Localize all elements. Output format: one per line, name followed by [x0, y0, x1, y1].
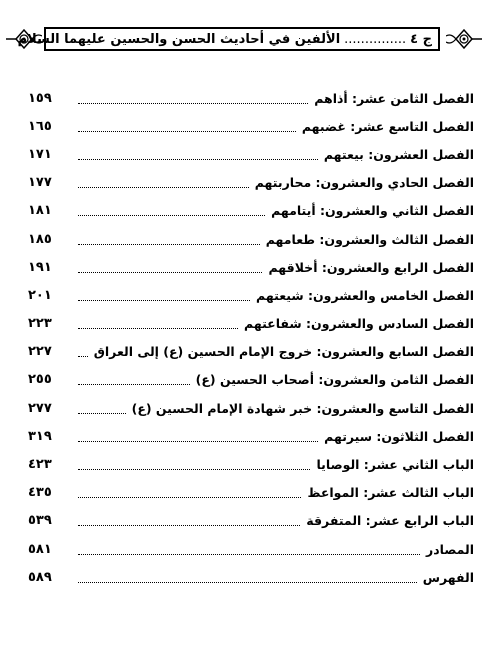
dot-leader — [78, 131, 296, 132]
toc-entry-page: ١٧٧ — [28, 175, 52, 191]
header-dots: ............... — [344, 32, 407, 47]
toc-entry[interactable] — [28, 422, 474, 450]
toc-entry-title: الباب الثالث عشر: المواعظ — [307, 485, 474, 501]
toc-entry-page: ١٧١ — [28, 146, 52, 162]
toc-entry[interactable] — [28, 479, 474, 507]
toc-entry-title: الفصل الثلاثون: سيرتهم — [324, 428, 474, 444]
dot-leader — [78, 384, 190, 385]
toc-entry-title: المصادر — [426, 541, 474, 557]
table-of-contents — [28, 84, 474, 591]
dot-leader — [78, 187, 249, 188]
toc-entry-page: ١٩١ — [28, 259, 52, 275]
toc-entry-title: الفصل التاسع عشر: غضبهم — [301, 118, 474, 134]
toc-entry[interactable] — [28, 507, 474, 535]
toc-entry[interactable] — [28, 310, 474, 338]
dot-leader — [78, 159, 318, 160]
toc-entry-page: ٤٣٥ — [28, 485, 52, 501]
toc-entry-title: الباب الرابع عشر: المتفرقة — [306, 513, 474, 529]
toc-entry-page: ٤٢٣ — [28, 457, 52, 473]
dot-leader — [78, 497, 301, 498]
toc-entry[interactable] — [28, 84, 474, 112]
toc-entry-page: ٢٥٥ — [28, 372, 52, 388]
toc-entry-title: الفصل الثامن عشر: أذاهم — [314, 90, 474, 106]
toc-entry-page: ٥٣٩ — [28, 513, 52, 529]
dot-leader — [78, 300, 250, 301]
dot-leader — [78, 244, 260, 245]
toc-entry-page: ١٦٥ — [28, 118, 52, 134]
toc-entry-page: ٣١٩ — [28, 428, 52, 444]
toc-entry[interactable] — [28, 535, 474, 563]
dot-leader — [78, 582, 417, 583]
toc-entry-page: ٢٢٧ — [28, 344, 52, 360]
toc-entry-page: ٢٠١ — [28, 287, 52, 303]
volume-label: ج ٤ — [410, 32, 432, 47]
toc-entry-title: الفصل الثالث والعشرون: طعامهم — [265, 231, 474, 247]
book-title: الألفين في أحاديث الحسن والحسين عليهما السلام — [17, 32, 341, 47]
toc-entry-page: ١٥٩ — [28, 90, 52, 106]
dot-leader — [78, 215, 265, 216]
dot-leader — [78, 413, 126, 414]
toc-entry[interactable] — [28, 140, 474, 168]
page-header — [0, 0, 500, 90]
toc-entry-page: ٢٧٧ — [28, 400, 52, 416]
toc-entry-page: ٥٨٩ — [28, 569, 52, 585]
dot-leader — [78, 554, 420, 555]
toc-entry-title: الفصل الثامن والعشرون: أصحاب الحسين (ع) — [195, 372, 474, 388]
dot-leader — [78, 356, 88, 357]
toc-entry-title: الفصل التاسع والعشرون: خبر شهادة الإمام الحسين (ع) — [131, 400, 474, 416]
toc-entry-title: الفصل الثاني والعشرون: أيتامهم — [271, 203, 474, 219]
toc-entry-title: الفهرس — [422, 569, 474, 585]
toc-entry[interactable] — [28, 253, 474, 281]
toc-entry-page: ٢٢٣ — [28, 316, 52, 332]
toc-entry[interactable] — [28, 225, 474, 253]
toc-entry[interactable] — [28, 281, 474, 309]
toc-entry-title: الباب الثاني عشر: الوصايا — [316, 457, 474, 473]
toc-entry[interactable] — [28, 450, 474, 478]
dot-leader — [78, 525, 300, 526]
dot-leader — [78, 272, 262, 273]
dot-leader — [78, 328, 238, 329]
toc-entry[interactable] — [28, 338, 474, 366]
toc-entry-title: الفصل السابع والعشرون: خروج الإمام الحسين (ع) إلى العراق — [93, 344, 474, 360]
toc-entry-page: ١٨١ — [28, 203, 52, 219]
toc-entry-page: ١٨٥ — [28, 231, 52, 247]
dot-leader — [78, 103, 308, 104]
toc-entry-page: ٥٨١ — [28, 541, 52, 557]
dot-leader — [78, 469, 310, 470]
running-header — [17, 30, 432, 50]
toc-entry[interactable] — [28, 394, 474, 422]
toc-entry-title: الفصل السادس والعشرون: شفاعتهم — [244, 316, 474, 332]
toc-entry-title: الفصل الحادي والعشرون: محاربتهم — [254, 175, 474, 191]
toc-entry[interactable] — [28, 366, 474, 394]
dot-leader — [78, 441, 318, 442]
toc-entry-title: الفصل الرابع والعشرون: أخلاقهم — [268, 259, 474, 275]
toc-entry-title: الفصل العشرون: بيعتهم — [323, 146, 474, 162]
toc-entry-title: الفصل الخامس والعشرون: شيعتهم — [256, 287, 474, 303]
toc-entry[interactable] — [28, 169, 474, 197]
toc-entry[interactable] — [28, 563, 474, 591]
ornament-right-icon — [446, 24, 482, 54]
toc-entry[interactable] — [28, 112, 474, 140]
toc-entry[interactable] — [28, 197, 474, 225]
